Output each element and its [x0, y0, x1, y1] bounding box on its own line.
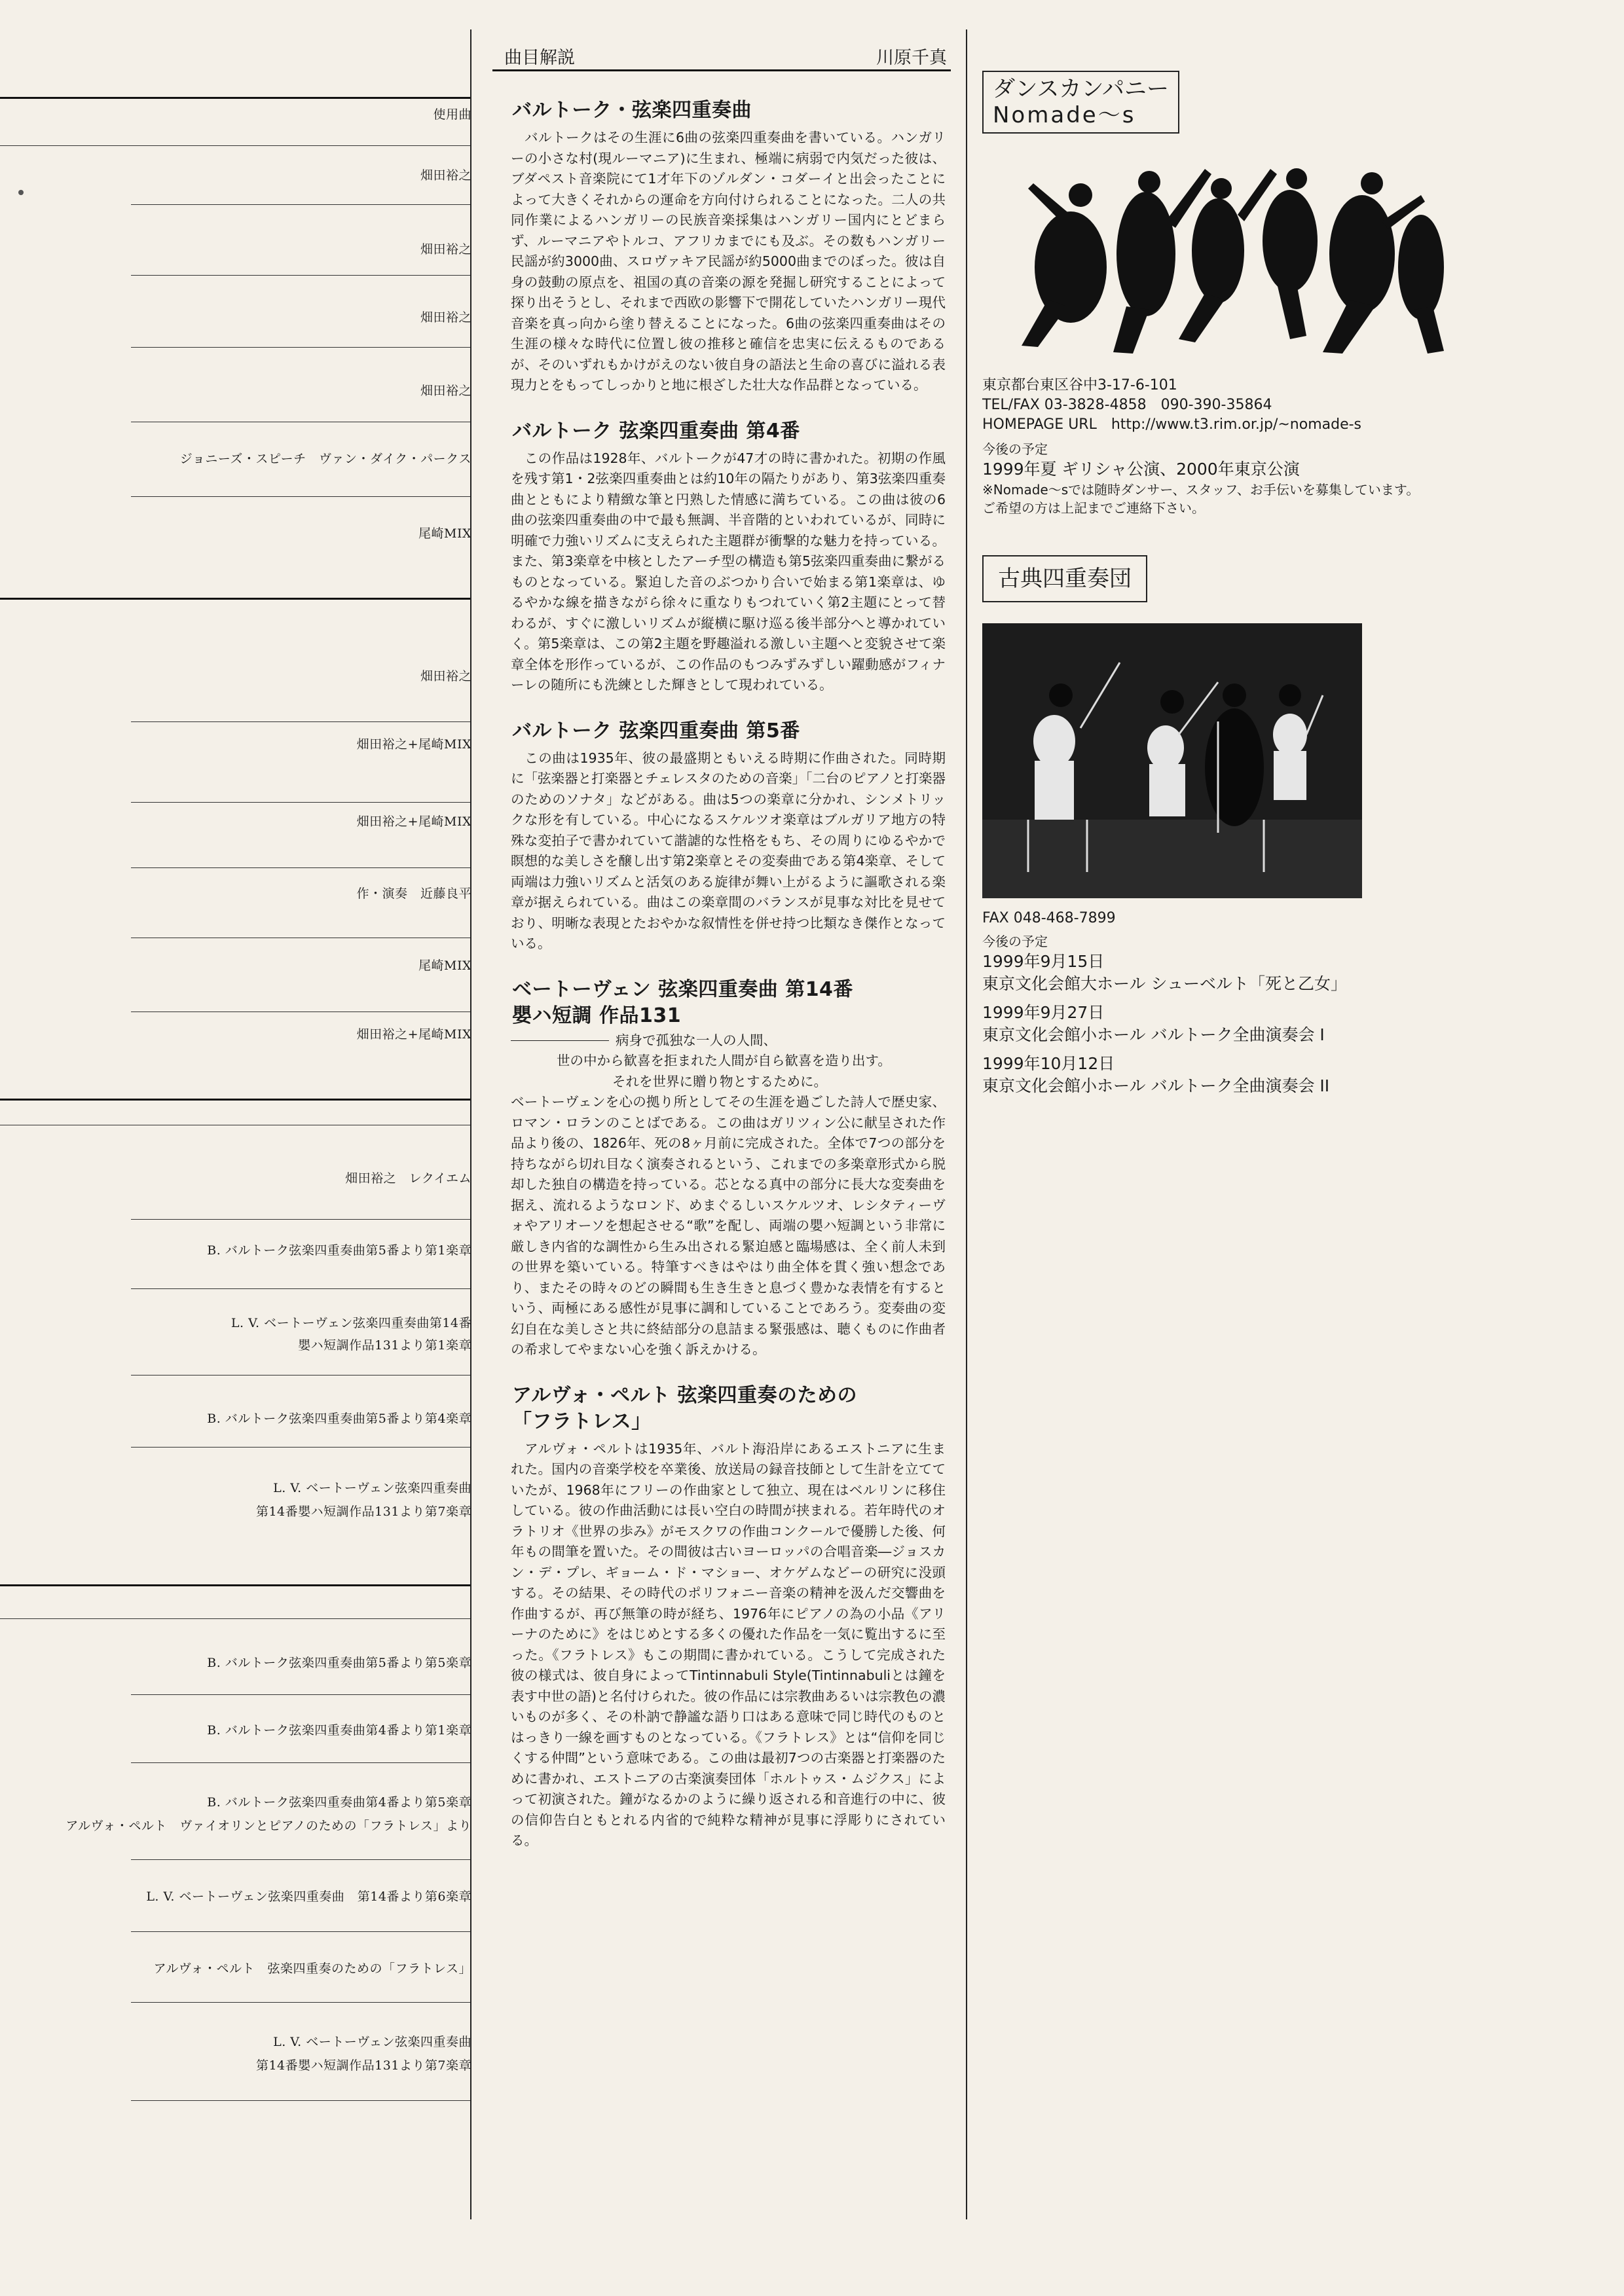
music-item-line2: 第14番嬰ハ短調作品131より第7楽章 — [255, 1504, 471, 1519]
divider — [131, 496, 470, 497]
section-body: この曲は1935年、彼の最盛期ともいえる時期に作曲された。同時期に「弦楽器と打楽器とチェレスタのための音楽」「二台のピアノと打楽器のためのソナタ」などがある。曲は5つの楽章に分かれ、シンメトリックな形を有している。中心になるスケルツオ楽章はブルガリア地方の特殊な変拍子で書かれていて諧謔的な性格をもち、その周りにゆるやかで瞑想的な美しさを醸し出す第2楽章とその変奏曲である第4楽章、そして両端は力強いリズムと活気のある旋律が舞い上がるように謳歌される楽章が据えられている。曲はこの楽章間のバランスが見事な対比を見せており、明晰な表現とたおやかな叙情性を併せ持つ比類なき傑作となっている。 — [511, 750, 946, 951]
plan-main: 1999年夏 ギリシャ公演、2000年東京公演 — [982, 460, 1300, 479]
music-item-line2: 嬰ハ短調作品131より第1楽章 — [298, 1338, 471, 1353]
divider — [131, 802, 470, 803]
divider — [131, 867, 470, 868]
music-item: 畑田裕之 レクイエム — [345, 1171, 471, 1186]
quartet-photo — [982, 623, 1362, 898]
plan-label: 今後の予定 — [982, 934, 1048, 949]
performers-column — [982, 71, 1591, 1097]
divider — [131, 1375, 470, 1376]
divider — [0, 145, 470, 146]
section-body: アルヴォ・ペルトは1935年、バルト海沿岸にあるエストニアに生まれた。国内の音楽学校を卒業後、放送局の録音技師として生計を立てていたが、1968年にフリーの作曲家として独立、現在はベルリンに移住している。彼の作曲活動には長い空白の時間が挟まれる。若年時代のオラトリオ《世界の歩み》がモスクワの作曲コンクールで優勝した後、何年もの間筆を置いた。その間彼は古いヨーロッパの合唱音楽―ジョスカン・デ・プレ、ギョーム・ド・マショー、オケゲムなどーの研究に没頭する。その結果、その時代のポリフォニー音楽の精神を汲んだ交響曲を作曲するが、再び無筆の時が経ち、1976年にピアノの為の小品《アリーナのために》をはじめとする多くの優れた作品を一気に覧出するに至った。《フラトレス》もこの期間に書かれている。こうして完成された彼の様式は、彼自身によってTintinnabuli Style(Tintinnabuliとは鐘を表す中世の語)と名付けられた。彼の作品には宗教曲あるいは宗教色の濃いものが多く、その朴訥で静謐な語り口はある意味で同じ時代のものとはっきり一線を画すものとなっている。《フラトレス》とは“信仰を同じくする仲間”という意味である。この曲は最初7つの古楽器と打楽器のために書かれ、エストニアの古楽演奏団体「ホルトゥス・ムジクス」によって初演された。鐘がなるかのように繰り返される和音進行の中に、彼の信仰告白ともとれる内省的で純粋な精神が見事に浮彫りにされている。 — [511, 1440, 946, 1848]
music-item: L. V. ベートーヴェン弦楽四重奏曲第14番 — [231, 1316, 471, 1330]
event-desc: 東京文化会館小ホール バルトーク全曲演奏会 I — [982, 1025, 1325, 1044]
music-item: L. V. ベートーヴェン弦楽四重奏曲 第14番より第6楽章 — [146, 1889, 471, 1904]
quartet-name: 古典四重奏団 — [998, 566, 1132, 592]
divider — [0, 1618, 470, 1619]
koten-contact — [982, 909, 1591, 1097]
recruit-note: ご希望の方は上記までご連絡下さい。 — [982, 500, 1205, 516]
divider — [131, 721, 470, 722]
section-title: ベートーヴェン 弦楽四重奏曲 第14番 — [512, 977, 853, 1001]
quote-line: 病身で孤独な一人の人間、 — [511, 1030, 951, 1051]
music-item: L. V. ベートーヴェン弦楽四重奏曲 — [273, 2035, 471, 2049]
music-item: B. バルトーク弦楽四重奏曲第5番より第5楽章 — [207, 1656, 471, 1670]
notes-header — [492, 41, 951, 71]
divider — [131, 2100, 470, 2101]
section-title: バルトーク 弦楽四重奏曲 第4番 — [512, 419, 800, 443]
event-date: 1999年10月12日 — [982, 1054, 1115, 1073]
music-item: 尾崎MIX — [418, 526, 471, 541]
divider — [0, 598, 470, 600]
music-item: B. バルトーク弦楽四重奏曲第4番より第5楽章 — [207, 1795, 471, 1810]
nomade-title-box — [982, 71, 1179, 134]
tel-fax: TEL/FAX 03-3828-4858 090-390-35864 — [982, 397, 1272, 413]
music-item: 畑田裕之 — [420, 168, 471, 183]
homepage-url: HOMEPAGE URL http://www.t3.rim.or.jp/~nomade-s — [982, 416, 1362, 433]
event-item — [982, 951, 1591, 995]
section-title: アルヴォ・ペルト 弦楽四重奏のための — [512, 1383, 858, 1407]
music-item: 畑田裕之 — [420, 242, 471, 257]
quote-line: 世の中から歓喜を拒まれた人間が自ら歓喜を造り出す。 — [557, 1053, 891, 1068]
music-item: L. V. ベートーヴェン弦楽四重奏曲 — [273, 1481, 471, 1495]
section-title: バルトーク・弦楽四重奏曲 — [512, 99, 752, 122]
rolland-quote — [511, 1030, 951, 1093]
event-item — [982, 1053, 1591, 1097]
address: 東京都台東区谷中3-17-6-101 — [982, 377, 1177, 393]
divider — [131, 1931, 470, 1932]
music-item: 畑田裕之 — [420, 310, 471, 325]
note-section-beethoven — [492, 977, 951, 1360]
quote-line: それを世界に贈り物とするために。 — [612, 1073, 827, 1089]
divider — [131, 1219, 470, 1220]
music-item: 作・演奏 近藤良平 — [356, 886, 471, 901]
company-label: ダンスカンパニー — [993, 76, 1169, 102]
music-item-line2: 第14番嬰ハ短調作品131より第7楽章 — [255, 2058, 471, 2073]
note-section-bartok-5 — [492, 718, 951, 955]
divider — [131, 1694, 470, 1695]
divider — [131, 1011, 470, 1012]
fax: FAX 048-468-7899 — [982, 910, 1116, 926]
music-item: 尾崎MIX — [418, 958, 471, 973]
nomade-contact — [982, 376, 1591, 517]
section-subtitle: 嬰ハ短調 作品131 — [512, 1004, 682, 1027]
divider — [131, 275, 470, 276]
recruit-note: ※Nomade〜sでは随時ダンサー、スタッフ、お手伝いを募集しています。 — [982, 482, 1420, 498]
section-body: ベートーヴェンを心の拠り所としてその生涯を過ごした詩人で歴史家、ロマン・ロランのことばである。この曲はガリツィン公に献呈された作品より後の、1826年、死の8ヶ月前に完成された。全体で7つの部分を持ちながら切れ目なく演奏されるという、これまでの多楽章形式から脱却した独自の構造を持っている。芯となる真中の部分に長大な変奏曲を据え、流れるようなロンド、めまぐるしいスケルツオ、レシタティーヴォやアリオーソを想起させる“歌”を配し、両端の嬰ハ短調という非常に厳しき内省的な調性から生み出される緊迫感と臨場感は、全く前人未到の世界を築いている。特筆すべきはやはり曲全体を貫く強い想念であり、またその時々のどの瞬間も生き生きと息づく豊かな表情を有するという、両極にある感性が見事に調和していることであろう。変奏曲の変幻自在な美しさと共に終結部分の息詰まる緊張感は、聴くものに作曲者の希求してやまない心を強く訴えかける。 — [511, 1094, 946, 1357]
event-date: 1999年9月15日 — [982, 952, 1105, 971]
divider — [131, 2002, 470, 2003]
music-item: 畑田裕之+尾崎MIX — [356, 737, 471, 752]
section-body: この作品は1928年、バルトークが47才の時に書かれた。初期の作風を残す第1・2弦楽四重奏曲とは約10年の隔たりがあり、第3弦楽四重奏曲とともにより精緻な筆と円熟した情感に満ちている。この曲は彼の6曲の弦楽四重奏曲の中で最も無調、半音階的といわれているが、同時に明確で力強いリズムに支えられた主題群が衝撃的な魅力を持っている。また、第3楽章を中核としたアーチ型の構造も第5弦楽四重奏曲に繋がるものとなっている。緊迫した音のぶつかり合いで始まる第1楽章は、ゆるやかな線を描きながら徐々に重なりもつれていく第2主題にとって替わるが、すぐに激しいリズムが縦横に駆け巡る後半部分へと導かれていく。第5楽章は、この第2主題を野趣溢れる激しい主題へと変貌させて楽章全体を形作っているが、この作品のもつみずみずしい躍動感がフィナーレの随所にも洗練とした輝きとして現われている。 — [511, 450, 946, 693]
divider — [131, 1288, 470, 1289]
divider — [131, 1859, 470, 1860]
music-item: ジョニーズ・スピーチ ヴァン・ダイク・パークス — [179, 452, 471, 466]
divider — [131, 204, 470, 205]
company-name: Nomade〜s — [993, 102, 1136, 128]
music-item: B. バルトーク弦楽四重奏曲第5番より第4楽章 — [207, 1412, 471, 1426]
note-section-bartok-4 — [492, 418, 951, 696]
music-item: 畑田裕之+尾崎MIX — [356, 814, 471, 829]
music-item: 畑田裕之 — [420, 669, 471, 683]
note-section-part — [492, 1383, 951, 1851]
koten-title-box — [982, 555, 1147, 602]
divider — [131, 1762, 470, 1763]
music-list-column — [0, 0, 471, 2296]
event-item — [982, 1002, 1591, 1046]
event-desc: 東京文化会館大ホール シューベルト「死と乙女」 — [982, 974, 1347, 993]
plan-label: 今後の予定 — [982, 441, 1048, 457]
column-separator — [966, 29, 967, 2219]
music-item: 使用曲 — [433, 107, 471, 122]
music-item: 畑田裕之+尾崎MIX — [356, 1027, 471, 1042]
event-date: 1999年9月27日 — [982, 1003, 1105, 1022]
music-item: 畑田裕之 — [420, 384, 471, 398]
bullet-dot — [18, 190, 24, 195]
section-subtitle: 「フラトレス」 — [512, 1410, 652, 1433]
notes-heading: 曲目解説 — [504, 48, 575, 68]
event-desc: 東京文化会館小ホール バルトーク全曲演奏会 II — [982, 1076, 1330, 1095]
music-item: アルヴォ・ペルト 弦楽四重奏のための「フラトレス」 — [153, 1961, 471, 1976]
divider — [0, 1584, 470, 1586]
section-title: バルトーク 弦楽四重奏曲 第5番 — [512, 719, 800, 742]
divider — [0, 1099, 470, 1101]
notes-author: 川原千真 — [876, 48, 947, 68]
program-notes-column — [492, 41, 951, 1851]
column-separator — [470, 29, 471, 2219]
note-section-bartok — [492, 98, 951, 396]
divider — [0, 97, 470, 99]
music-item: B. バルトーク弦楽四重奏曲第4番より第1楽章 — [207, 1723, 471, 1738]
section-body: バルトークはその生涯に6曲の弦楽四重奏曲を書いている。ハンガリーの小さな村(現ルーマニア)に生まれ、極端に病弱で内気だった彼は、ブダペスト音楽院にて1才年下のゾルダン・コダーイと出会ったことによって大きくそれからの運命を方向付けられることになった。二人の共同作業によるハンガリーの民族音楽採集はハンガリー国内にとどまらず、ルーマニアやトルコ、アフリカまでにも及ぶ。その数もハンガリー民謡が約3000曲、スロヴァキア民謡が約5000曲までのぼった。彼は自身の鼓動の原点を、祖国の真の音楽の源を発掘し研究することによって探り出そうとし、それまで西欧の影響下で開花していたハンガリー現代音楽を真っ向から塗り替えることになった。6曲の弦楽四重奏曲はその生涯の様々な時代に位置し彼の推移と確信を忠実に伝えるものであるが、そのいずれもかけがえのない彼自身の語法と生命の喜びに溢れる表現力とをもってしっかりと地に根ざした壮大な作品群となっている。 — [511, 130, 946, 393]
divider — [131, 347, 470, 348]
divider — [131, 1447, 470, 1448]
dancers-photo — [1008, 143, 1454, 359]
music-item-line2: アルヴォ・ペルト ヴァイオリンとピアノのための「フラトレス」より — [65, 1819, 471, 1833]
music-item: B. バルトーク弦楽四重奏曲第5番より第1楽章 — [207, 1243, 471, 1258]
